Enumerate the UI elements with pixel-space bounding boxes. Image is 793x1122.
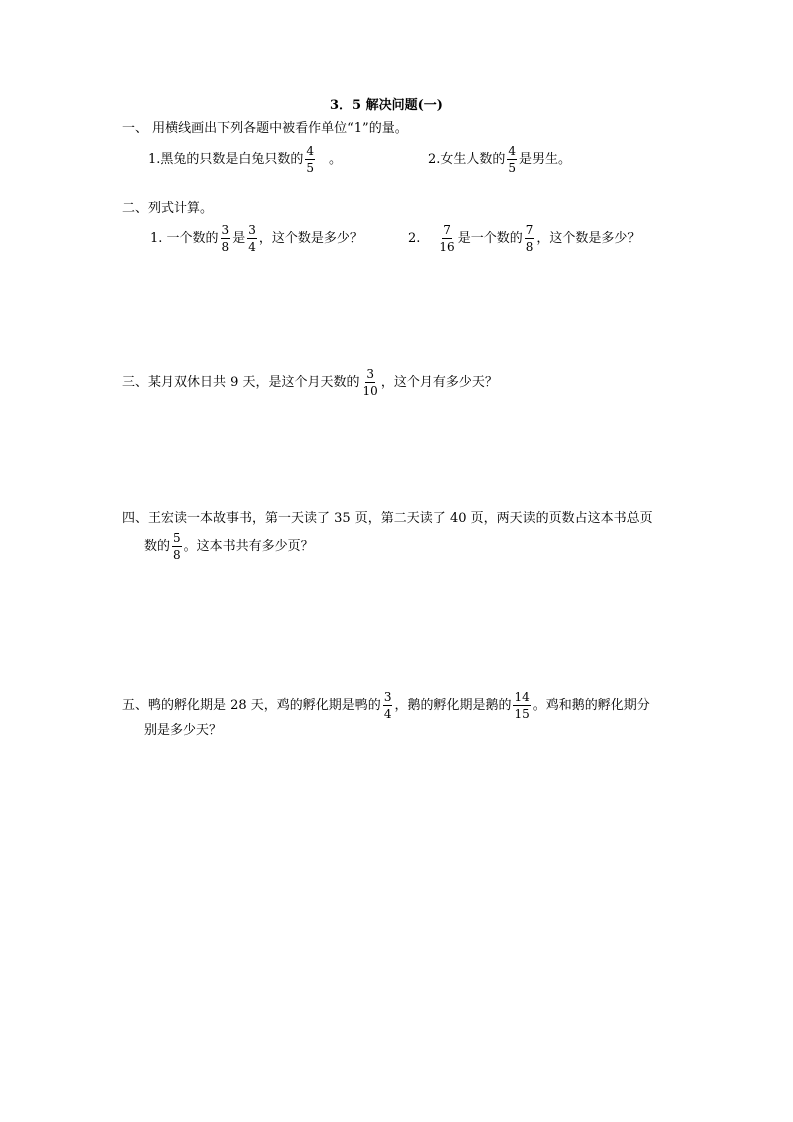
- q2-item1-mid: 是: [232, 230, 246, 246]
- fraction: [513, 690, 530, 721]
- fraction-numerator: 4: [508, 144, 517, 158]
- q4-text: 数的: [144, 538, 171, 554]
- q2-item1: [150, 223, 363, 254]
- fraction: [507, 144, 517, 175]
- fraction-denominator: 16: [439, 240, 455, 254]
- q1-item1-text: 1.黑兔的只数是白兔只数的: [148, 151, 304, 167]
- q4-line1: 四、王宏读一本故事书，第一天读了 35 页，第二天读了 40 页，两天读的页数占这本书总页: [122, 511, 653, 526]
- q1-heading: 一、 用横线画出下列各题中被看作单位“1”的量。: [122, 121, 408, 136]
- fraction-denominator: 4: [248, 240, 256, 254]
- q3-end: ，这个月有多少天？: [380, 374, 498, 390]
- q2-item2-mid: 是一个数的: [457, 230, 523, 246]
- q3: [122, 367, 498, 398]
- q1-item1: [148, 144, 342, 175]
- q2-item1-end: ，这个数是多少？: [258, 230, 363, 246]
- q2-item2-number: 2.: [408, 230, 421, 246]
- fraction-denominator: 10: [362, 384, 378, 398]
- q2-item2-end: ，这个数是多少？: [536, 230, 641, 246]
- fraction: [221, 223, 231, 254]
- fraction-numerator: 14: [514, 690, 530, 704]
- fraction: [383, 690, 393, 721]
- fraction-numerator: 3: [248, 223, 256, 237]
- fraction-numerator: 4: [306, 144, 315, 158]
- fraction-numerator: 3: [221, 223, 230, 237]
- fraction-denominator: 5: [306, 161, 315, 175]
- q1-item2: [428, 144, 571, 175]
- q1-item2-text: 2.女生人数的: [428, 151, 506, 167]
- page-title: 3．5 解决问题(一): [330, 98, 443, 113]
- q2-item2: [408, 223, 640, 254]
- fraction: [172, 531, 182, 562]
- q5-line1: [122, 690, 650, 721]
- fraction-numerator: 7: [525, 223, 534, 237]
- fraction-numerator: 3: [366, 367, 374, 381]
- fraction: [525, 223, 535, 254]
- fraction-denominator: 8: [221, 240, 230, 254]
- q5-mid: ，鹅的孵化期是鹅的: [394, 697, 512, 713]
- fraction: [438, 223, 455, 254]
- fraction-numerator: 5: [173, 531, 181, 545]
- q5-text: 五、鸭的孵化期是 28 天，鸡的孵化期是鸭的: [122, 697, 381, 713]
- fraction-denominator: 15: [514, 707, 530, 721]
- fraction: [362, 367, 379, 398]
- fraction: [247, 223, 257, 254]
- q2-item1-text: 1. 一个数的: [150, 230, 219, 246]
- q1-item2-end: 是男生。: [519, 151, 572, 167]
- fraction-numerator: 3: [383, 690, 392, 704]
- q4-end: 。这本书共有多少页？: [183, 538, 314, 554]
- fraction-denominator: 5: [508, 161, 517, 175]
- q3-text: 三、某月双休日共 9 天，是这个月天数的: [122, 374, 360, 390]
- fraction-numerator: 7: [443, 223, 451, 237]
- q1-item1-end: 。: [329, 151, 343, 167]
- q4-line2: [144, 531, 314, 562]
- fraction-denominator: 8: [173, 548, 181, 562]
- q2-heading: 二、列式计算。: [122, 201, 214, 216]
- q5-end: 。鸡和鹅的孵化期分: [532, 697, 650, 713]
- fraction-denominator: 8: [525, 240, 534, 254]
- q5-line2: 别是多少天？: [144, 723, 223, 738]
- fraction: [305, 144, 315, 175]
- fraction-denominator: 4: [383, 707, 392, 721]
